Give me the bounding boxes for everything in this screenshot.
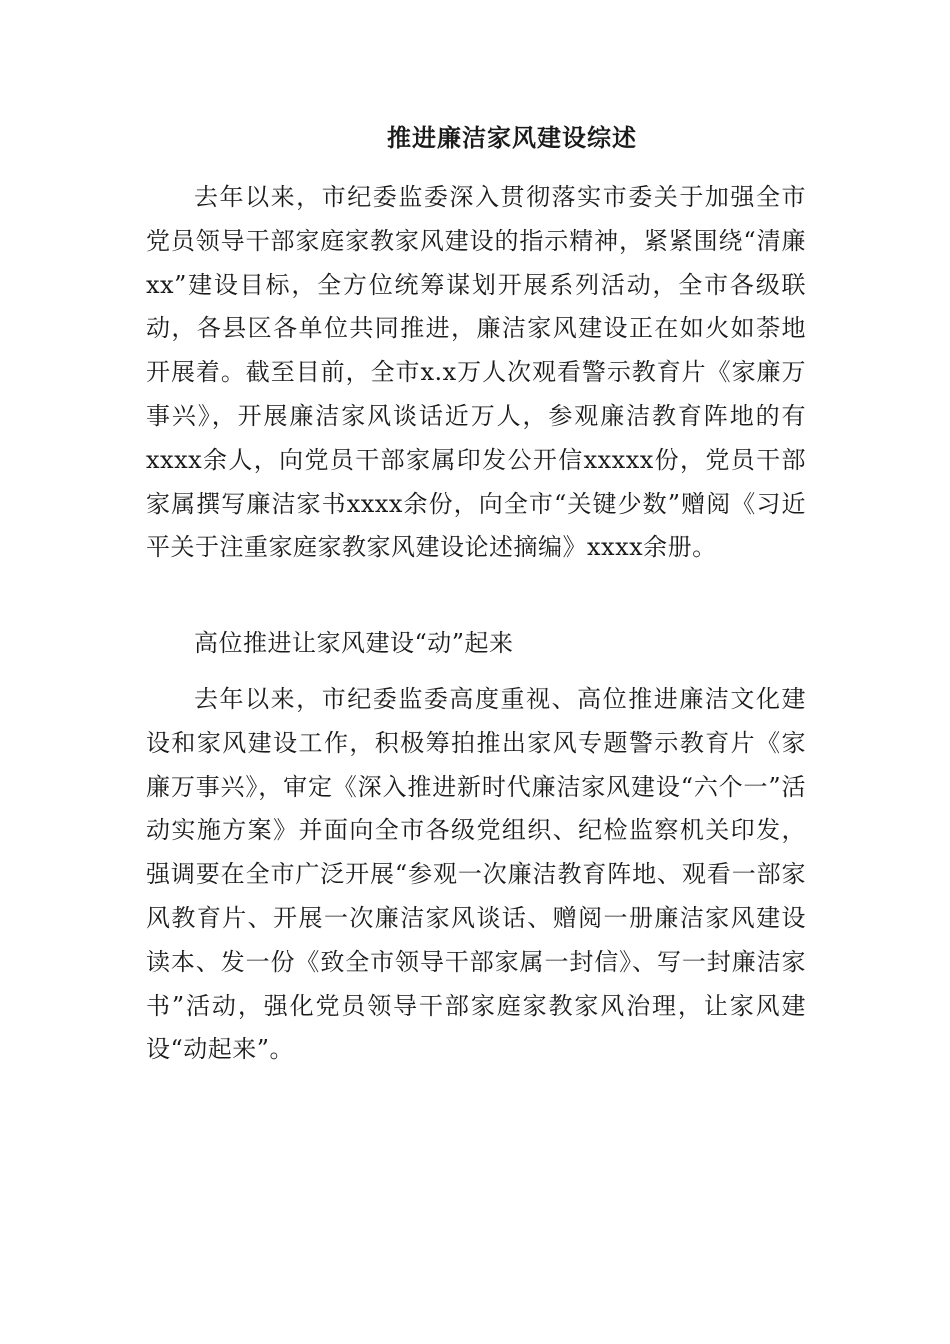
body-paragraph-1: 去年以来，市纪委监委深入贯彻落实市委关于加强全市党员领导干部家庭家教家风建设的指示精神，紧紧围绕“清廉xx”建设目标，全方位统筹谋划开展系列活动，全市各级联动，各县区各单位共同推进，廉洁家风建设正在如火如荼地开展着。截至目前，全市x.x万人次观看警示教育片《家廉万事兴》，开展廉洁家风谈话近万人，参观廉洁教育阵地的有xxxx余人，向党员干部家属印发公开信xxxxx份，党员干部家属撰写廉洁家书xxxx余份，向全市“关键少数”赠阅《习近平关于注重家庭家教家风建设论述摘编》xxxx余册。 [146, 183, 806, 562]
section-heading: 高位推进让家风建设“动”起来 [194, 629, 514, 657]
body-paragraph-2: 去年以来，市纪委监委高度重视、高位推进廉洁文化建设和家风建设工作，积极筹拍推出家风专题警示教育片《家廉万事兴》，审定《深入推进新时代廉洁家风建设“六个一”活动实施方案》并面向全市各级党组织、纪检监察机关印发，强调要在全市广泛开展“参观一次廉洁教育阵地、观看一部家风教育片、开展一次廉洁家风谈话、赠阅一册廉洁家风建设读本、发一份《致全市领导干部家属一封信》、写一封廉洁家书”活动，强化党员领导干部家庭家教家风治理，让家风建设“动起来”。 [146, 685, 806, 1064]
document-title: 推进廉洁家风建设综述 [387, 123, 637, 152]
